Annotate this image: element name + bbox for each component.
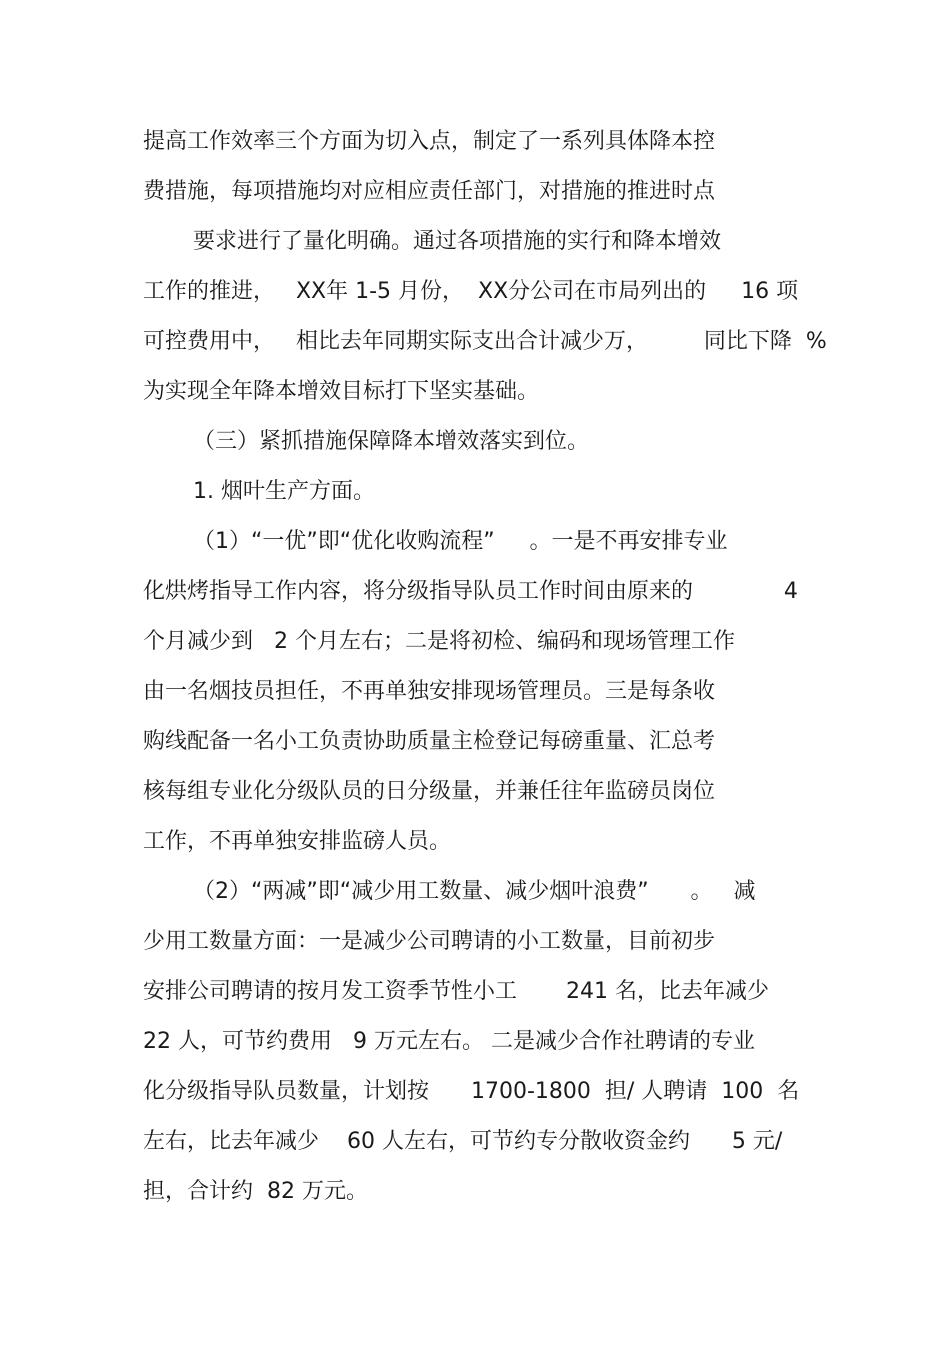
text-line-18: 安排公司聘请的按月发工资季节性小工 241 名，比去年减少	[143, 979, 769, 1004]
text-line-12: 由一名烟技员担任，不再单独安排现场管理员。三是每条收	[143, 679, 716, 704]
text-line-13: 购线配备一名小工负责协助质量主检登记每磅重量、汇总考	[143, 729, 716, 754]
text-line-16: （2）“两减”即“减少用工数量、减少烟叶浪费” 。 减	[193, 879, 756, 904]
text-line-20: 化分级指导队员数量，计划按 1700-1800 担/ 人聘请 100 名	[143, 1079, 800, 1104]
text-line-2: 费措施，每项措施均对应相应责任部门，对措施的推进时点	[143, 179, 716, 204]
text-line-21: 左右，比去年减少 60 人左右，可节约专分散收资金约 5 元/	[143, 1129, 783, 1154]
text-line-19: 22 人，可节约费用 9 万元左右。 二是减少合作社聘请的专业	[143, 1029, 755, 1054]
subsection-heading: 1. 烟叶生产方面。	[193, 479, 375, 504]
text-line-11: 个月减少到 2 个月左右；二是将初检、编码和现场管理工作	[143, 629, 735, 654]
text-line-10: 化烘烤指导工作内容，将分级指导队员工作时间由原来的 4	[143, 579, 798, 604]
text-line-17: 少用工数量方面：一是减少公司聘请的小工数量，目前初步	[143, 929, 716, 954]
text-line-15: 工作，不再单独安排监磅人员。	[143, 829, 452, 854]
text-line-1: 提高工作效率三个方面为切入点，制定了一系列具体降本控	[143, 129, 716, 154]
text-line-9: （1）“一优”即“优化收购流程” 。一是不再安排专业	[193, 529, 728, 554]
text-line-6: 为实现全年降本增效目标打下坚实基础。	[143, 379, 540, 404]
text-line-4: 工作的推进， XX年 1-5 月份， XX分公司在市局列出的 16 项	[143, 279, 799, 304]
text-line-5: 可控费用中， 相比去年同期实际支出合计减少万， 同比下降 %	[143, 329, 827, 354]
text-line-3: 要求进行了量化明确。通过各项措施的实行和降本增效	[193, 229, 722, 254]
text-line-22: 担，合计约 82 万元。	[143, 1179, 368, 1204]
section-heading: （三）紧抓措施保障降本增效落实到位。	[193, 429, 590, 454]
text-line-14: 核每组专业化分级队员的日分级量，并兼任往年监磅员岗位	[143, 779, 716, 804]
